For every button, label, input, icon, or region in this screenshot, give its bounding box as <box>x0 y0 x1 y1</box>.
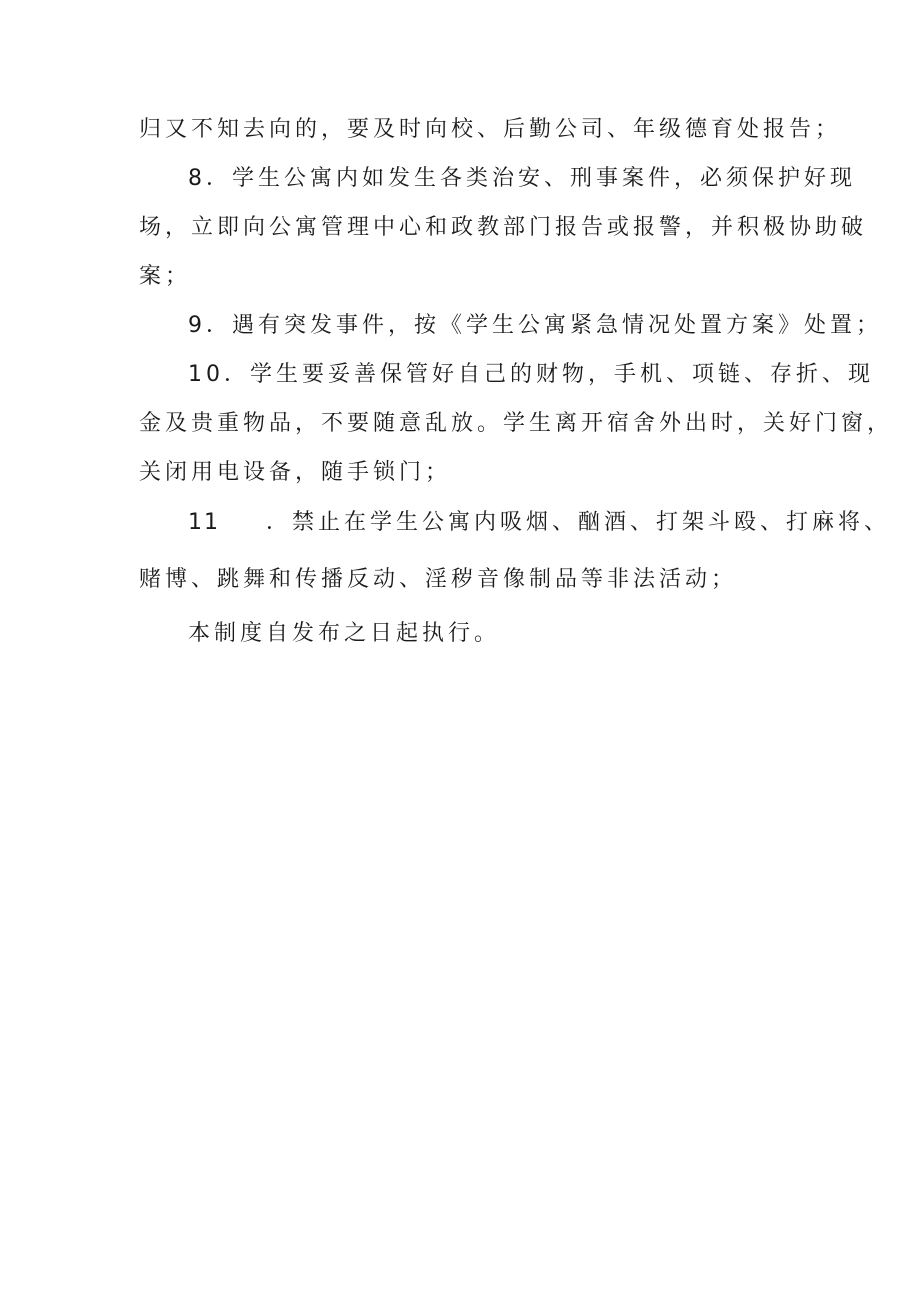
text-line: 8．学生公寓内如发生各类治安、刑事案件，必须保护好现 <box>188 166 856 191</box>
text-line: 关闭用电设备，随手锁门； <box>139 460 452 485</box>
text-line: 场，立即向公寓管理中心和政教部门报告或报警，并积极协助破 <box>139 215 868 240</box>
item-text: ．禁止在学生公寓内吸烟、酗酒、打架斗殴、打麻将、 <box>266 510 891 535</box>
text-line <box>188 508 890 538</box>
item-number: 11 <box>188 510 220 535</box>
text-line: 赌博、跳舞和传播反动、淫秽音像制品等非法活动； <box>139 567 738 592</box>
text-line: 金及贵重物品，不要随意乱放。学生离开宿舍外出时，关好门窗， <box>139 411 894 436</box>
text-line: 归又不知去向的，要及时向校、后勤公司、年级德育处报告； <box>139 117 842 142</box>
text-line: 本制度自发布之日起执行。 <box>188 621 501 646</box>
text-line: 10．学生要妥善保管好自己的财物，手机、项链、存折、现 <box>188 362 874 387</box>
text-line: 9．遇有突发事件，按《学生公寓紧急情况处置方案》处置； <box>188 313 882 338</box>
text-line: 案； <box>139 264 192 289</box>
